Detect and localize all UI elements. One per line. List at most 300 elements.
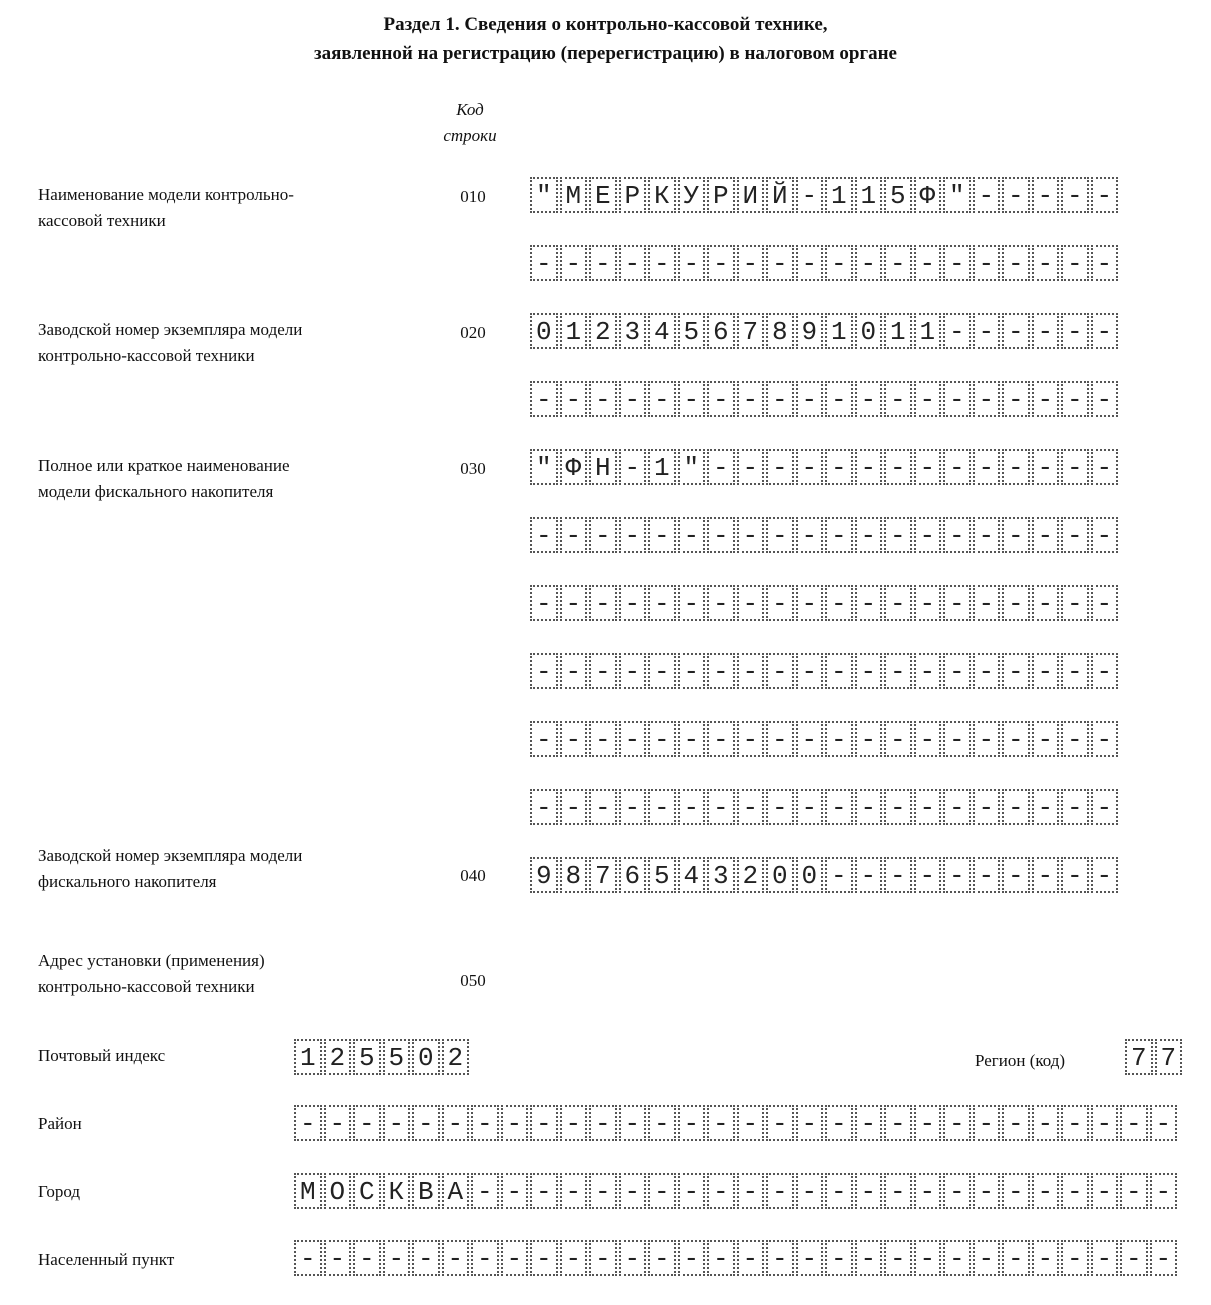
- char-cell[interactable]: -: [884, 381, 912, 417]
- char-cell[interactable]: -: [737, 449, 765, 485]
- char-cell[interactable]: -: [914, 653, 942, 689]
- char-cell[interactable]: 9: [530, 857, 558, 893]
- char-cell[interactable]: -: [825, 1173, 853, 1209]
- char-cell[interactable]: -: [442, 1240, 470, 1276]
- char-cell[interactable]: -: [678, 517, 706, 553]
- char-cell[interactable]: -: [973, 721, 1001, 757]
- char-cell[interactable]: Ф: [914, 177, 942, 213]
- char-cell[interactable]: -: [678, 1240, 706, 1276]
- char-cell[interactable]: -: [973, 1240, 1001, 1276]
- char-cell[interactable]: -: [619, 245, 647, 281]
- char-cell[interactable]: -: [737, 585, 765, 621]
- char-cell[interactable]: -: [530, 789, 558, 825]
- char-cell[interactable]: -: [825, 653, 853, 689]
- char-cell[interactable]: -: [589, 1105, 617, 1141]
- char-cell[interactable]: -: [855, 721, 883, 757]
- char-cell[interactable]: -: [766, 789, 794, 825]
- char-cell[interactable]: 8: [560, 857, 588, 893]
- char-cell[interactable]: -: [648, 721, 676, 757]
- char-cell[interactable]: -: [943, 1173, 971, 1209]
- char-cell[interactable]: 2: [442, 1039, 470, 1075]
- char-cell[interactable]: -: [678, 381, 706, 417]
- char-cell[interactable]: -: [943, 245, 971, 281]
- char-cell[interactable]: -: [914, 381, 942, 417]
- char-cell[interactable]: -: [1061, 653, 1089, 689]
- char-cell[interactable]: 0: [766, 857, 794, 893]
- char-cell[interactable]: 7: [737, 313, 765, 349]
- char-cell[interactable]: -: [884, 245, 912, 281]
- char-cell[interactable]: -: [825, 1240, 853, 1276]
- char-cell[interactable]: -: [501, 1173, 529, 1209]
- char-cell[interactable]: -: [914, 245, 942, 281]
- char-cell[interactable]: -: [825, 789, 853, 825]
- char-cell[interactable]: -: [884, 449, 912, 485]
- char-cell[interactable]: -: [707, 789, 735, 825]
- char-cell[interactable]: -: [619, 585, 647, 621]
- char-cell[interactable]: -: [530, 517, 558, 553]
- char-cell[interactable]: -: [383, 1240, 411, 1276]
- char-cell[interactable]: -: [589, 1240, 617, 1276]
- char-cell[interactable]: -: [884, 1105, 912, 1141]
- char-cell[interactable]: -: [973, 449, 1001, 485]
- char-cell[interactable]: -: [737, 1173, 765, 1209]
- char-cell[interactable]: -: [1061, 1240, 1089, 1276]
- char-cell[interactable]: -: [1032, 1173, 1060, 1209]
- char-cell[interactable]: -: [678, 1173, 706, 1209]
- char-cell[interactable]: -: [884, 585, 912, 621]
- char-cell[interactable]: -: [914, 449, 942, 485]
- char-cell[interactable]: -: [560, 789, 588, 825]
- char-cell[interactable]: -: [707, 1105, 735, 1141]
- char-cell[interactable]: И: [737, 177, 765, 213]
- char-cell[interactable]: -: [1002, 653, 1030, 689]
- char-cell[interactable]: -: [1061, 1173, 1089, 1209]
- char-cell[interactable]: -: [914, 1105, 942, 1141]
- char-cell[interactable]: -: [1002, 313, 1030, 349]
- char-cell[interactable]: -: [914, 585, 942, 621]
- char-cell[interactable]: 0: [855, 313, 883, 349]
- char-cell[interactable]: -: [796, 585, 824, 621]
- char-cell[interactable]: -: [707, 1173, 735, 1209]
- char-cell[interactable]: -: [1032, 789, 1060, 825]
- char-cell[interactable]: -: [973, 585, 1001, 621]
- char-cell[interactable]: -: [766, 449, 794, 485]
- char-cell[interactable]: -: [619, 1173, 647, 1209]
- char-cell[interactable]: -: [560, 381, 588, 417]
- char-cell[interactable]: 5: [884, 177, 912, 213]
- char-cell[interactable]: -: [589, 721, 617, 757]
- char-cell[interactable]: -: [884, 653, 912, 689]
- char-cell[interactable]: -: [766, 721, 794, 757]
- char-cell[interactable]: -: [1032, 517, 1060, 553]
- char-cell[interactable]: -: [796, 721, 824, 757]
- char-cell[interactable]: -: [560, 721, 588, 757]
- char-cell[interactable]: -: [884, 517, 912, 553]
- char-cell[interactable]: -: [1150, 1105, 1178, 1141]
- char-cell[interactable]: -: [530, 585, 558, 621]
- char-cell[interactable]: -: [589, 245, 617, 281]
- char-cell[interactable]: У: [678, 177, 706, 213]
- char-cell[interactable]: Н: [589, 449, 617, 485]
- char-cell[interactable]: -: [1002, 789, 1030, 825]
- postal-code-field[interactable]: [294, 1039, 469, 1077]
- char-cell[interactable]: -: [324, 1105, 352, 1141]
- char-cell[interactable]: -: [1061, 177, 1089, 213]
- char-cell[interactable]: -: [648, 1240, 676, 1276]
- char-cell[interactable]: -: [1032, 245, 1060, 281]
- char-cell[interactable]: -: [1032, 1240, 1060, 1276]
- char-cell[interactable]: -: [737, 381, 765, 417]
- char-cell[interactable]: -: [707, 721, 735, 757]
- char-cell[interactable]: 3: [619, 313, 647, 349]
- char-cell[interactable]: -: [560, 245, 588, 281]
- region-field[interactable]: [1125, 1039, 1182, 1077]
- char-cell[interactable]: -: [1002, 517, 1030, 553]
- char-cell[interactable]: -: [707, 1240, 735, 1276]
- char-cell[interactable]: -: [648, 585, 676, 621]
- char-cell[interactable]: -: [619, 517, 647, 553]
- char-cell[interactable]: -: [1061, 449, 1089, 485]
- char-cell[interactable]: -: [678, 721, 706, 757]
- char-cell[interactable]: -: [1002, 1240, 1030, 1276]
- char-cell[interactable]: -: [619, 1240, 647, 1276]
- char-cell[interactable]: С: [353, 1173, 381, 1209]
- char-cell[interactable]: -: [1002, 449, 1030, 485]
- char-cell[interactable]: -: [943, 1105, 971, 1141]
- char-cell[interactable]: -: [825, 857, 853, 893]
- char-cell[interactable]: -: [973, 1105, 1001, 1141]
- char-cell[interactable]: ": [678, 449, 706, 485]
- char-cell[interactable]: -: [1091, 1240, 1119, 1276]
- char-cell[interactable]: -: [1061, 789, 1089, 825]
- char-cell[interactable]: -: [560, 1105, 588, 1141]
- char-cell[interactable]: 2: [324, 1039, 352, 1075]
- char-cell[interactable]: -: [943, 653, 971, 689]
- char-cell[interactable]: -: [825, 585, 853, 621]
- char-cell[interactable]: М: [560, 177, 588, 213]
- char-cell[interactable]: -: [707, 245, 735, 281]
- char-cell[interactable]: -: [796, 177, 824, 213]
- char-cell[interactable]: -: [973, 381, 1001, 417]
- char-cell[interactable]: -: [825, 381, 853, 417]
- char-cell[interactable]: -: [884, 857, 912, 893]
- char-cell[interactable]: -: [560, 1240, 588, 1276]
- char-cell[interactable]: 5: [678, 313, 706, 349]
- char-cell[interactable]: -: [825, 245, 853, 281]
- district-field[interactable]: [294, 1105, 1177, 1143]
- char-cell[interactable]: -: [796, 653, 824, 689]
- char-cell[interactable]: -: [1032, 585, 1060, 621]
- char-cell[interactable]: -: [737, 1105, 765, 1141]
- model-name-row-2[interactable]: [530, 245, 1118, 283]
- char-cell[interactable]: ": [530, 449, 558, 485]
- char-cell[interactable]: -: [766, 517, 794, 553]
- char-cell[interactable]: Р: [619, 177, 647, 213]
- char-cell[interactable]: -: [1032, 653, 1060, 689]
- char-cell[interactable]: -: [619, 449, 647, 485]
- char-cell[interactable]: 2: [589, 313, 617, 349]
- char-cell[interactable]: -: [766, 1240, 794, 1276]
- char-cell[interactable]: -: [707, 381, 735, 417]
- char-cell[interactable]: -: [560, 653, 588, 689]
- char-cell[interactable]: -: [471, 1240, 499, 1276]
- char-cell[interactable]: -: [1091, 653, 1119, 689]
- char-cell[interactable]: -: [648, 245, 676, 281]
- char-cell[interactable]: -: [1150, 1240, 1178, 1276]
- char-cell[interactable]: -: [1091, 517, 1119, 553]
- char-cell[interactable]: -: [560, 517, 588, 553]
- char-cell[interactable]: -: [619, 1105, 647, 1141]
- char-cell[interactable]: -: [1002, 721, 1030, 757]
- char-cell[interactable]: -: [943, 585, 971, 621]
- char-cell[interactable]: 6: [707, 313, 735, 349]
- char-cell[interactable]: -: [766, 245, 794, 281]
- char-cell[interactable]: Р: [707, 177, 735, 213]
- fiscal-storage-model-row-3[interactable]: [530, 585, 1118, 623]
- char-cell[interactable]: -: [943, 789, 971, 825]
- char-cell[interactable]: -: [737, 245, 765, 281]
- char-cell[interactable]: -: [943, 1240, 971, 1276]
- char-cell[interactable]: -: [973, 857, 1001, 893]
- char-cell[interactable]: А: [442, 1173, 470, 1209]
- char-cell[interactable]: -: [589, 789, 617, 825]
- char-cell[interactable]: -: [707, 449, 735, 485]
- char-cell[interactable]: -: [530, 1240, 558, 1276]
- char-cell[interactable]: -: [1002, 381, 1030, 417]
- char-cell[interactable]: -: [1091, 449, 1119, 485]
- char-cell[interactable]: -: [1032, 1105, 1060, 1141]
- char-cell[interactable]: -: [943, 517, 971, 553]
- char-cell[interactable]: -: [914, 721, 942, 757]
- char-cell[interactable]: -: [825, 721, 853, 757]
- char-cell[interactable]: -: [1002, 177, 1030, 213]
- char-cell[interactable]: -: [796, 517, 824, 553]
- char-cell[interactable]: -: [884, 789, 912, 825]
- char-cell[interactable]: 1: [914, 313, 942, 349]
- char-cell[interactable]: -: [855, 381, 883, 417]
- char-cell[interactable]: 1: [855, 177, 883, 213]
- char-cell[interactable]: -: [678, 1105, 706, 1141]
- char-cell[interactable]: -: [796, 789, 824, 825]
- char-cell[interactable]: -: [1032, 177, 1060, 213]
- settlement-field[interactable]: [294, 1240, 1177, 1278]
- char-cell[interactable]: -: [855, 1105, 883, 1141]
- char-cell[interactable]: -: [943, 313, 971, 349]
- city-field[interactable]: [294, 1173, 1177, 1211]
- char-cell[interactable]: -: [766, 1173, 794, 1209]
- char-cell[interactable]: -: [1002, 245, 1030, 281]
- char-cell[interactable]: -: [353, 1105, 381, 1141]
- char-cell[interactable]: -: [530, 381, 558, 417]
- char-cell[interactable]: -: [560, 1173, 588, 1209]
- char-cell[interactable]: -: [766, 585, 794, 621]
- char-cell[interactable]: В: [412, 1173, 440, 1209]
- model-name-row-1[interactable]: [530, 177, 1118, 215]
- char-cell[interactable]: -: [1091, 585, 1119, 621]
- char-cell[interactable]: -: [501, 1240, 529, 1276]
- char-cell[interactable]: 8: [766, 313, 794, 349]
- char-cell[interactable]: -: [530, 245, 558, 281]
- char-cell[interactable]: 1: [294, 1039, 322, 1075]
- fiscal-storage-model-row-1[interactable]: [530, 449, 1118, 487]
- char-cell[interactable]: -: [914, 517, 942, 553]
- char-cell[interactable]: -: [501, 1105, 529, 1141]
- char-cell[interactable]: -: [383, 1105, 411, 1141]
- char-cell[interactable]: -: [914, 857, 942, 893]
- char-cell[interactable]: -: [737, 1240, 765, 1276]
- char-cell[interactable]: -: [678, 245, 706, 281]
- char-cell[interactable]: -: [1120, 1105, 1148, 1141]
- char-cell[interactable]: -: [825, 517, 853, 553]
- char-cell[interactable]: -: [796, 449, 824, 485]
- char-cell[interactable]: -: [412, 1105, 440, 1141]
- char-cell[interactable]: 7: [1125, 1039, 1153, 1075]
- char-cell[interactable]: 1: [648, 449, 676, 485]
- char-cell[interactable]: -: [973, 789, 1001, 825]
- char-cell[interactable]: -: [471, 1173, 499, 1209]
- char-cell[interactable]: -: [796, 245, 824, 281]
- char-cell[interactable]: -: [353, 1240, 381, 1276]
- char-cell[interactable]: -: [855, 857, 883, 893]
- char-cell[interactable]: 5: [383, 1039, 411, 1075]
- char-cell[interactable]: -: [589, 1173, 617, 1209]
- char-cell[interactable]: -: [589, 585, 617, 621]
- char-cell[interactable]: -: [530, 653, 558, 689]
- char-cell[interactable]: 9: [796, 313, 824, 349]
- char-cell[interactable]: -: [1091, 313, 1119, 349]
- char-cell[interactable]: -: [442, 1105, 470, 1141]
- char-cell[interactable]: Е: [589, 177, 617, 213]
- char-cell[interactable]: -: [884, 1240, 912, 1276]
- char-cell[interactable]: -: [796, 1105, 824, 1141]
- char-cell[interactable]: -: [619, 721, 647, 757]
- char-cell[interactable]: -: [1061, 381, 1089, 417]
- char-cell[interactable]: -: [1061, 585, 1089, 621]
- char-cell[interactable]: -: [943, 857, 971, 893]
- char-cell[interactable]: 0: [530, 313, 558, 349]
- char-cell[interactable]: -: [914, 1240, 942, 1276]
- char-cell[interactable]: -: [648, 517, 676, 553]
- char-cell[interactable]: -: [855, 653, 883, 689]
- fiscal-storage-serial-row-1[interactable]: [530, 857, 1118, 895]
- char-cell[interactable]: -: [737, 721, 765, 757]
- char-cell[interactable]: 0: [796, 857, 824, 893]
- char-cell[interactable]: -: [766, 381, 794, 417]
- char-cell[interactable]: -: [884, 721, 912, 757]
- char-cell[interactable]: 0: [412, 1039, 440, 1075]
- char-cell[interactable]: М: [294, 1173, 322, 1209]
- char-cell[interactable]: -: [1091, 245, 1119, 281]
- char-cell[interactable]: 7: [1155, 1039, 1183, 1075]
- char-cell[interactable]: -: [589, 381, 617, 417]
- char-cell[interactable]: -: [1061, 517, 1089, 553]
- char-cell[interactable]: -: [914, 789, 942, 825]
- char-cell[interactable]: 1: [825, 313, 853, 349]
- char-cell[interactable]: 5: [648, 857, 676, 893]
- char-cell[interactable]: -: [324, 1240, 352, 1276]
- char-cell[interactable]: -: [294, 1105, 322, 1141]
- char-cell[interactable]: -: [589, 653, 617, 689]
- fiscal-storage-model-row-2[interactable]: [530, 517, 1118, 555]
- char-cell[interactable]: -: [619, 653, 647, 689]
- char-cell[interactable]: -: [737, 653, 765, 689]
- char-cell[interactable]: -: [530, 1105, 558, 1141]
- char-cell[interactable]: -: [1002, 1105, 1030, 1141]
- char-cell[interactable]: -: [973, 1173, 1001, 1209]
- char-cell[interactable]: -: [1061, 1105, 1089, 1141]
- char-cell[interactable]: -: [1032, 449, 1060, 485]
- char-cell[interactable]: -: [855, 789, 883, 825]
- char-cell[interactable]: -: [1032, 381, 1060, 417]
- char-cell[interactable]: -: [855, 1173, 883, 1209]
- char-cell[interactable]: -: [1091, 177, 1119, 213]
- char-cell[interactable]: -: [737, 517, 765, 553]
- char-cell[interactable]: -: [648, 789, 676, 825]
- char-cell[interactable]: -: [796, 381, 824, 417]
- char-cell[interactable]: -: [648, 1105, 676, 1141]
- char-cell[interactable]: -: [678, 585, 706, 621]
- char-cell[interactable]: -: [973, 177, 1001, 213]
- char-cell[interactable]: -: [737, 789, 765, 825]
- char-cell[interactable]: -: [1032, 857, 1060, 893]
- char-cell[interactable]: -: [1120, 1173, 1148, 1209]
- char-cell[interactable]: -: [943, 381, 971, 417]
- char-cell[interactable]: -: [1002, 857, 1030, 893]
- char-cell[interactable]: -: [1091, 721, 1119, 757]
- char-cell[interactable]: -: [1061, 245, 1089, 281]
- char-cell[interactable]: -: [1061, 721, 1089, 757]
- char-cell[interactable]: -: [855, 517, 883, 553]
- char-cell[interactable]: -: [973, 245, 1001, 281]
- char-cell[interactable]: -: [1061, 313, 1089, 349]
- char-cell[interactable]: -: [796, 1173, 824, 1209]
- char-cell[interactable]: -: [678, 789, 706, 825]
- char-cell[interactable]: -: [766, 1105, 794, 1141]
- char-cell[interactable]: 5: [353, 1039, 381, 1075]
- char-cell[interactable]: -: [560, 585, 588, 621]
- char-cell[interactable]: 4: [648, 313, 676, 349]
- char-cell[interactable]: -: [1002, 1173, 1030, 1209]
- char-cell[interactable]: -: [1091, 381, 1119, 417]
- char-cell[interactable]: 4: [678, 857, 706, 893]
- char-cell[interactable]: -: [973, 653, 1001, 689]
- char-cell[interactable]: Й: [766, 177, 794, 213]
- serial-number-row-2[interactable]: [530, 381, 1118, 419]
- char-cell[interactable]: -: [1150, 1173, 1178, 1209]
- char-cell[interactable]: -: [855, 1240, 883, 1276]
- fiscal-storage-model-row-6[interactable]: [530, 789, 1118, 827]
- char-cell[interactable]: -: [796, 1240, 824, 1276]
- char-cell[interactable]: -: [707, 517, 735, 553]
- char-cell[interactable]: -: [1061, 857, 1089, 893]
- char-cell[interactable]: 1: [825, 177, 853, 213]
- char-cell[interactable]: -: [619, 381, 647, 417]
- fiscal-storage-model-row-5[interactable]: [530, 721, 1118, 759]
- char-cell[interactable]: -: [973, 517, 1001, 553]
- char-cell[interactable]: -: [766, 653, 794, 689]
- char-cell[interactable]: 7: [589, 857, 617, 893]
- char-cell[interactable]: -: [707, 653, 735, 689]
- char-cell[interactable]: -: [973, 313, 1001, 349]
- char-cell[interactable]: 6: [619, 857, 647, 893]
- char-cell[interactable]: -: [1032, 721, 1060, 757]
- char-cell[interactable]: -: [648, 653, 676, 689]
- char-cell[interactable]: -: [1091, 857, 1119, 893]
- char-cell[interactable]: Ф: [560, 449, 588, 485]
- char-cell[interactable]: -: [914, 1173, 942, 1209]
- char-cell[interactable]: -: [294, 1240, 322, 1276]
- char-cell[interactable]: -: [855, 585, 883, 621]
